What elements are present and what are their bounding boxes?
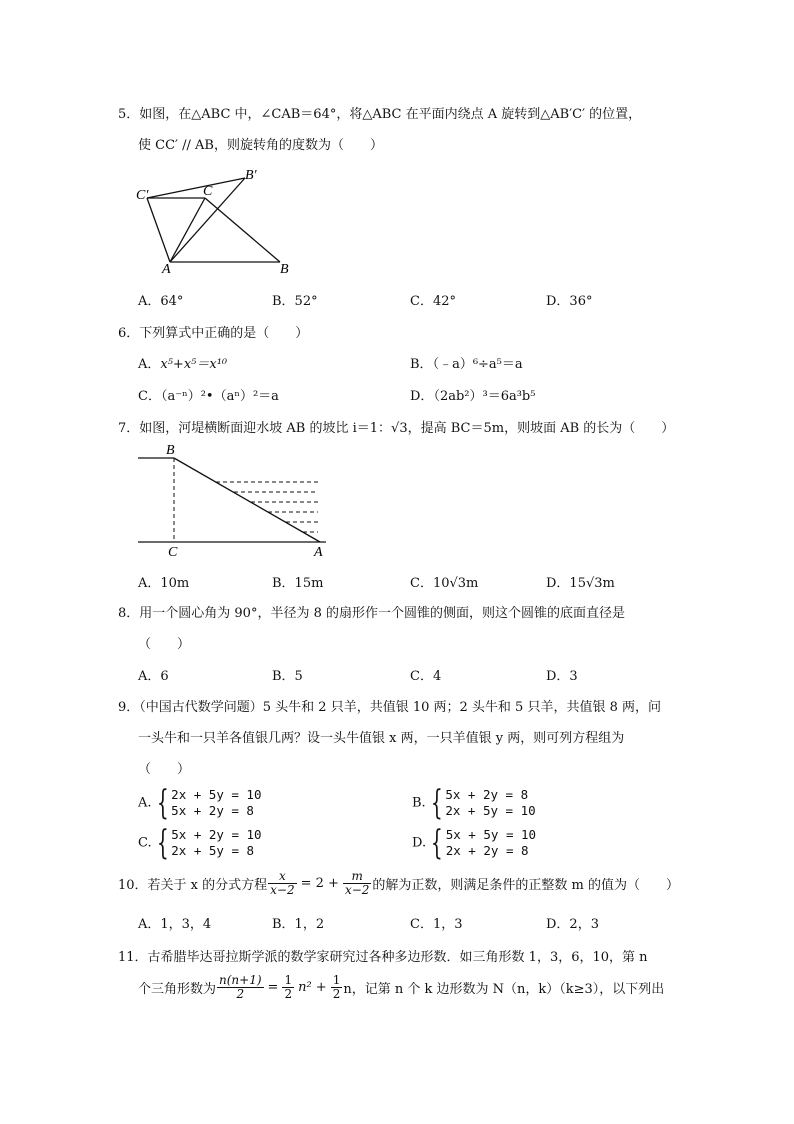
q7-option-a: A．10m bbox=[138, 576, 190, 591]
q11-half-1: $\frac{1}{2}$ bbox=[284, 973, 293, 1001]
q9-option-a-eq2: 5x + 2y = 8 bbox=[171, 803, 254, 818]
q5-label-a: A bbox=[162, 262, 171, 275]
q9-option-d-brace: { bbox=[430, 823, 443, 863]
q9-stem-line3: （ ） bbox=[138, 762, 191, 777]
q6-option-a-text: x⁵+x⁵＝x¹⁰ bbox=[160, 357, 228, 372]
q11-line2-prefix: 个三角形数为 bbox=[138, 982, 217, 997]
q11-stem-line1: 11．古希腊毕达哥拉斯学派的数学家研究过各种多边形数．如三角形数 1，3，6，10，第 n bbox=[118, 950, 648, 965]
q9-option-a-label: A. bbox=[138, 795, 152, 811]
q6-stem: 6．下列算式中正确的是（ ） bbox=[118, 326, 309, 341]
q6-option-d-text: （2ab²）³＝6a³b⁵ bbox=[433, 389, 536, 404]
q10-option-b: B．1，2 bbox=[272, 917, 325, 932]
q7-embankment-figure bbox=[136, 440, 336, 562]
q5-option-b: B．52° bbox=[272, 294, 318, 309]
q6-option-b-text: （﹣a）⁶÷a⁵＝a bbox=[432, 357, 523, 372]
q6-option-b bbox=[410, 353, 523, 372]
q6-option-c bbox=[138, 385, 279, 404]
q9-option-a-brace: { bbox=[156, 783, 169, 823]
q8-option-a: A．6 bbox=[138, 669, 169, 684]
q5-label-c-prime: C′ bbox=[136, 188, 149, 203]
q6-option-a bbox=[138, 353, 227, 372]
q9-stem-line2: 一头牛和一只羊各值银几两？设一头牛值银 x 两，一只羊值银 y 两，则可列方程组为 bbox=[138, 731, 625, 746]
q8-stem-line1: 8．用一个圆心角为 90°，半径为 8 的扇形作一个圆锥的侧面，则这个圆锥的底面直径是 bbox=[118, 606, 625, 621]
q5-rotation-figure bbox=[132, 165, 302, 275]
q9-option-c-label: C. bbox=[138, 835, 152, 851]
q9-option-d-eq1: 5x + 5y = 10 bbox=[445, 827, 537, 842]
q6-option-c-label: C． bbox=[138, 389, 161, 404]
q8-option-c: C．4 bbox=[410, 669, 442, 684]
q7-option-c: C．10√3m bbox=[410, 576, 479, 591]
q9-option-b-brace: { bbox=[430, 783, 443, 823]
q7-label-b: B bbox=[166, 443, 175, 458]
q5-option-d: D．36° bbox=[546, 294, 593, 309]
q11-stem-line2 bbox=[138, 974, 664, 1001]
q11-equals: = bbox=[267, 980, 279, 995]
q9-stem-line1: 9．（中国古代数学问题）5 头牛和 2 只羊，共值银 10 两；2 头牛和 5 只羊，共值银 8 两，问 bbox=[118, 700, 661, 715]
q6-option-a-label: A． bbox=[138, 357, 161, 372]
q9-option-b-eq1: 5x + 2y = 8 bbox=[445, 787, 529, 802]
q11-triangular-fraction: $\frac{n(n+1)}{2}$ bbox=[219, 973, 262, 1001]
q8-option-d: D．3 bbox=[546, 669, 578, 684]
q10-prefix: 10．若关于 x 的分式方程 bbox=[118, 878, 268, 893]
q7-label-c: C bbox=[168, 545, 178, 560]
q11-half-2: $\frac{1}{2}$ bbox=[332, 973, 341, 1001]
q10-option-d: D．2，3 bbox=[546, 917, 599, 932]
q9-option-d-eq2: 2x + 2y = 8 bbox=[445, 843, 529, 858]
q10-option-a: A．1，3，4 bbox=[138, 917, 212, 932]
q5-option-a: A．64° bbox=[138, 294, 184, 309]
q9-option-b-eq2: 2x + 5y = 10 bbox=[445, 803, 536, 818]
q9-option-a bbox=[138, 783, 262, 823]
q6-option-c-text: （a⁻ⁿ）²•（aⁿ）²＝a bbox=[160, 389, 279, 404]
q10-fraction-2: $\frac{m}{x-2}$ bbox=[344, 869, 370, 897]
q9-option-c-eq2: 2x + 5y = 8 bbox=[171, 843, 255, 858]
q9-option-d-label: D. bbox=[412, 835, 427, 851]
q10-fraction-1: $\frac{x}{x-2}$ bbox=[270, 869, 295, 897]
q11-term-1: n² + bbox=[298, 980, 327, 995]
q5-stem-line1: 5．如图，在△ABC 中，∠CAB＝64°，将△ABC 在平面内绕点 A 旋转到△AB′C′ 的位置， bbox=[118, 107, 642, 122]
q9-option-b-label: B. bbox=[412, 795, 426, 811]
q9-option-a-eq1: 2x + 5y = 10 bbox=[171, 787, 262, 802]
q6-option-b-label: B． bbox=[410, 357, 433, 372]
q5-label-c: C bbox=[203, 184, 213, 199]
q8-option-b: B．5 bbox=[272, 669, 303, 684]
q8-stem-line2: （ ） bbox=[138, 637, 191, 652]
q10-middle: = 2 + bbox=[300, 876, 339, 891]
q6-option-d bbox=[410, 385, 535, 404]
q7-option-d: D．15√3m bbox=[546, 576, 615, 591]
q7-option-b: B．15m bbox=[272, 576, 324, 591]
q5-option-c: C．42° bbox=[410, 294, 456, 309]
q11-term-2: n，记第 n 个 k 边形数为 N（n，k）（k≥3），以下列出 bbox=[343, 982, 665, 997]
q6-option-d-label: D． bbox=[410, 389, 434, 404]
q9-option-b bbox=[412, 783, 536, 823]
q10-stem bbox=[118, 870, 679, 897]
q7-stem: 7．如图，河堤横断面迎水坡 AB 的坡比 i＝1：√3，提高 BC＝5m，则坡面 AB 的长为（ ） bbox=[118, 421, 675, 436]
q5-label-b: B bbox=[280, 262, 289, 275]
q9-option-c bbox=[138, 823, 262, 863]
q9-option-c-brace: { bbox=[156, 823, 169, 863]
q5-label-b-prime: B′ bbox=[245, 168, 257, 183]
q10-suffix: 的解为正数，则满足条件的正整数 m 的值为（ ） bbox=[372, 878, 679, 893]
q9-option-d bbox=[412, 823, 537, 863]
q7-label-a: A bbox=[314, 545, 323, 560]
q10-option-c: C．1，3 bbox=[410, 917, 463, 932]
q9-option-c-eq1: 5x + 2y = 10 bbox=[171, 827, 262, 842]
q5-stem-line2: 使 CC′ // AB，则旋转角的度数为（ ） bbox=[138, 138, 383, 153]
